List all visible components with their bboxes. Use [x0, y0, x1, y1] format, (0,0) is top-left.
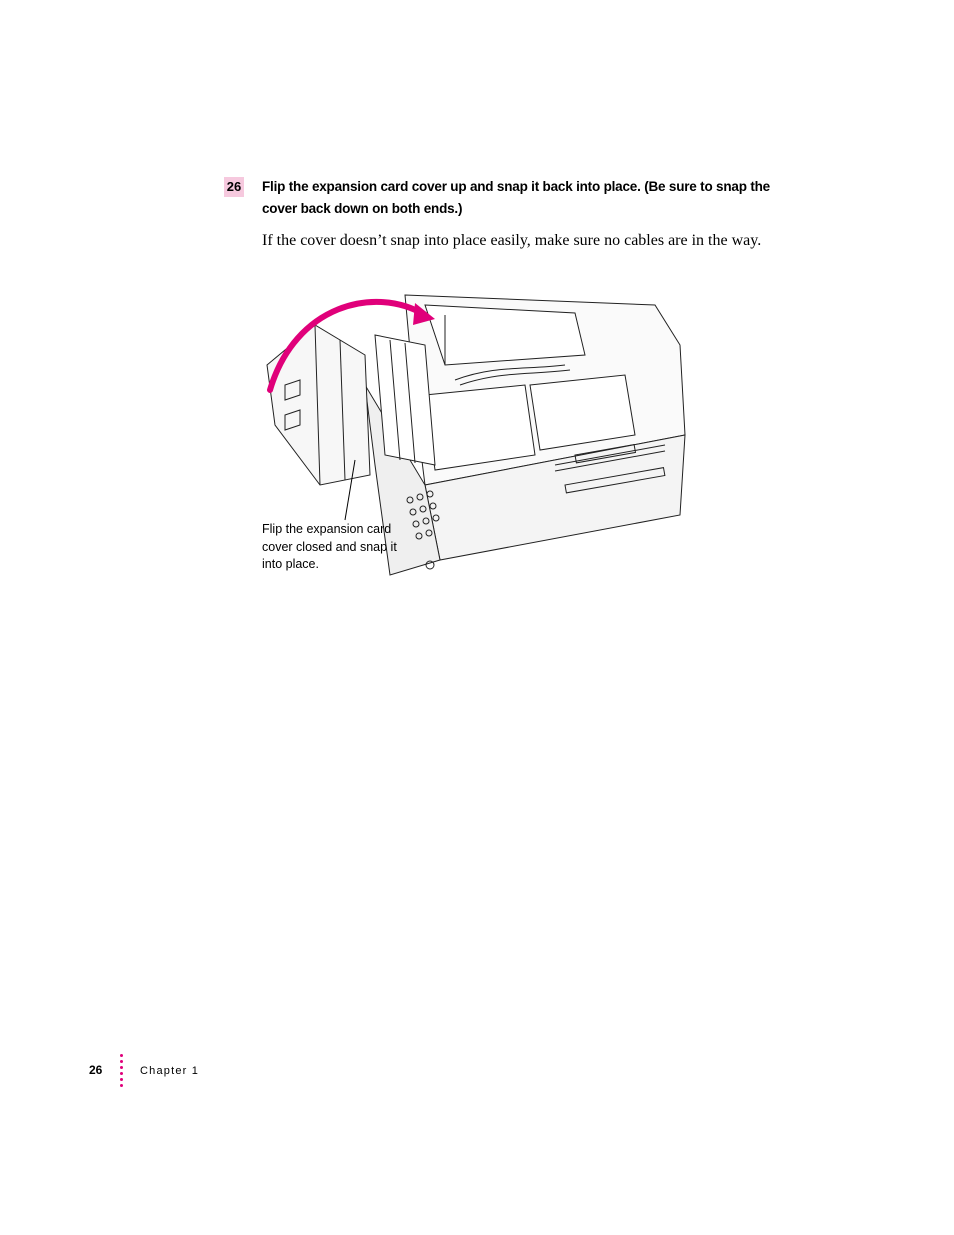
expansion-card — [375, 335, 435, 465]
power-supply — [425, 305, 585, 365]
figure-callout: Flip the expansion card cover closed and snap it into place. — [262, 522, 397, 571]
chapter-label: Chapter 1 — [140, 1065, 200, 1077]
footer-dot-divider — [120, 1054, 124, 1094]
page-number: 26 — [89, 1063, 103, 1077]
body-paragraph: If the cover doesn’t snap into place easily, make sure no cables are in the way. — [262, 232, 762, 249]
drive-bay-left — [425, 385, 535, 470]
step-instruction: Flip the expansion card cover up and snap it back into place. (Be sure to snap the cover back down on both ends.) — [262, 179, 770, 216]
step-number: 26 — [224, 177, 244, 197]
